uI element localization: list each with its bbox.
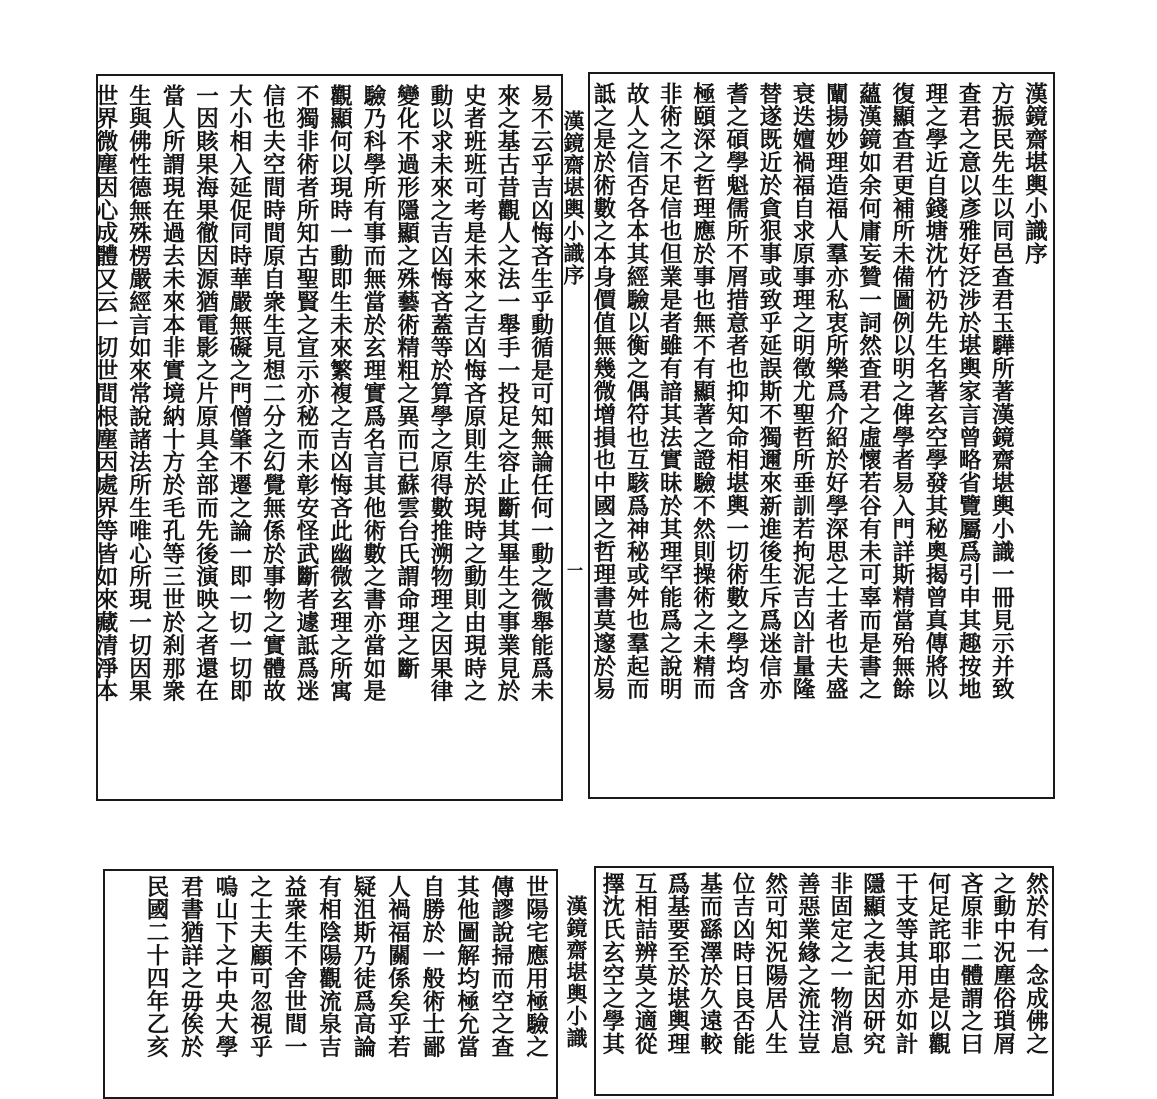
text-column: 生與佛性德無殊楞嚴經言如來常說諸法所生唯心所現一切因果 bbox=[125, 84, 152, 703]
bottom-spine-title: 漢鏡齋堪輿小識 bbox=[564, 895, 589, 1049]
text-column: 非術之不足信也但業是者雖有諳其法實昧於其理罕能爲之說明 bbox=[656, 82, 683, 701]
text-column: 理之學近自錢塘沈竹礽先生名著玄空學發其秘奧揭曾真傳將以 bbox=[921, 82, 948, 701]
text-column: 然於有一念成佛之 bbox=[1022, 872, 1049, 1056]
text-column: 然可知況陽居人生 bbox=[761, 872, 788, 1056]
text-column: 驗乃科學所有事而無當於玄理實爲名言其他術數之書亦當如是 bbox=[360, 84, 386, 703]
text-column: 基而繇澤於久遠較 bbox=[696, 872, 723, 1056]
text-column: 其他圖解均極允當 bbox=[453, 875, 480, 1059]
text-column: 爲基要至於堪輿理 bbox=[663, 872, 690, 1056]
text-column: 民國二十四年乙亥 bbox=[143, 875, 169, 1059]
page-title: 漢鏡齋堪輿小識序 bbox=[1021, 82, 1048, 266]
text-column: 之士夫顧可忽視乎 bbox=[246, 875, 273, 1059]
text-column: 人禍福關係矣乎若 bbox=[384, 875, 411, 1059]
text-column: 何足詫耶由是以觀 bbox=[924, 872, 951, 1056]
text-column: 易不云乎吉凶悔吝生乎動循是可知無論任何一動之微舉能爲未 bbox=[527, 84, 554, 703]
text-column: 有相陰陽觀流泉吉 bbox=[315, 875, 342, 1059]
text-column: 當人所謂現在過去未來本非實境納十方於毛孔等三世於刹那衆 bbox=[159, 84, 185, 703]
text-column: 極頤深之哲理應於事也無不有顯著之證驗不然則操術之未精而 bbox=[689, 82, 716, 701]
text-column: 耆之碩學魁儒所不屑措意者也抑知命相堪輿一切術數之學均含 bbox=[722, 82, 749, 701]
text-column: 善惡業緣之流注豈 bbox=[794, 872, 821, 1056]
text-column: 傳謬說掃而空之查 bbox=[488, 875, 514, 1059]
text-column: 互相詰辨莫之適從 bbox=[631, 872, 658, 1056]
text-column: 隱顯之表記因研究 bbox=[859, 872, 886, 1056]
text-column: 觀顯何以現時一動即生未來繁複之吉凶悔吝此幽微玄理之所寓 bbox=[326, 84, 353, 703]
text-column: 益衆生不舍世間一 bbox=[281, 875, 307, 1059]
text-column: 來之基古昔觀人之法一舉手一投足之容止斷其畢生之事業見於 bbox=[494, 84, 520, 703]
text-column: 動以求未來之吉凶悔吝蓋等於算學之原得數推溯物理之因果律 bbox=[427, 84, 453, 703]
text-column: 信也夫空間時間原自衆生見想二分之幻覺無係於事物之實體故 bbox=[259, 84, 286, 703]
text-column: 疑沮斯乃徒爲高論 bbox=[350, 875, 376, 1059]
top-spine-title: 漢鏡齋堪輿小識序 bbox=[561, 110, 586, 286]
text-column: 之動中況塵俗瑣屑 bbox=[989, 872, 1016, 1056]
text-column: 史者班班可考是未來之吉凶悔吝原則生於現時之動則由現時之 bbox=[460, 84, 487, 703]
text-column: 闡揚妙理造福人羣亦私衷所樂爲介紹於好學深思之士者也夫盛 bbox=[822, 82, 849, 701]
top-right-page-frame bbox=[588, 72, 1055, 799]
text-column: 查君之意以彥雅好泛涉於堪輿家言曾略省覽屬爲引申其趣按地 bbox=[955, 82, 982, 701]
text-column: 大小相入延促同時華嚴無礙之門僧肇不遷之論一即一切一切即 bbox=[226, 84, 252, 703]
text-column: 蘊漢鏡如余何庸妄贊一詞然查君之虛懷若谷有未可辜而是書之 bbox=[855, 82, 882, 701]
text-column: 吝原非二體謂之曰 bbox=[957, 872, 984, 1056]
text-column: 復顯查君更補所未備圖例以明之俾學者易入門詳斯精當殆無餘 bbox=[888, 82, 915, 701]
text-column: 干支等其用亦如計 bbox=[892, 872, 919, 1056]
bottom-right-page-frame bbox=[594, 866, 1054, 1096]
text-column: 不獨非術者所知古聖賢之宣示亦秘而未彰安怪武斷者遽詆爲迷 bbox=[293, 84, 319, 703]
text-column: 變化不過形隱顯之殊藝術精粗之異而已蘇雲台氏謂命理之斷 bbox=[393, 84, 420, 680]
text-column: 衰迭嬗禍福自求原事理之明徵尤聖哲所垂訓若拘泥吉凶計量隆 bbox=[789, 82, 816, 701]
text-column: 位吉凶時日良否能 bbox=[729, 872, 756, 1056]
text-column: 君書猶詳之毋俟於 bbox=[177, 875, 204, 1059]
text-column: 擇沈氏玄空之學其 bbox=[598, 872, 625, 1056]
text-column: 一因賅果海果徹因源猶電影之片原具全部而先後演映之者還在 bbox=[192, 84, 219, 703]
top-spine-page-number: 一 bbox=[567, 561, 584, 580]
text-column: 自勝於一般術士鄙 bbox=[419, 875, 445, 1059]
text-column: 非固定之一物消息 bbox=[826, 872, 853, 1056]
top-left-page-frame bbox=[92, 74, 563, 801]
text-column: 世界微塵因心成體又云一切世間根塵因處界等皆如來藏清淨本 bbox=[92, 84, 118, 703]
text-column: 世陽宅應用極驗之 bbox=[522, 875, 549, 1059]
text-column: 嗚山下之中央大學 bbox=[212, 875, 238, 1059]
bottom-left-page-frame bbox=[103, 869, 558, 1099]
text-column: 詆之是於術數之本身價值無幾微增損也中國之哲理書莫邃於易 bbox=[589, 82, 616, 701]
text-column: 替遂既近於貪狠事或致乎延誤斯不獨邇來新進後生斥爲迷信亦 bbox=[755, 82, 782, 701]
text-column: 故人之信否各本其經驗以衡之偶符也互駭爲神秘或舛也羣起而 bbox=[623, 82, 650, 701]
text-column: 方振民先生以同邑查君玉驊所著漢鏡齋堪輿小識一冊見示并致 bbox=[988, 82, 1015, 701]
